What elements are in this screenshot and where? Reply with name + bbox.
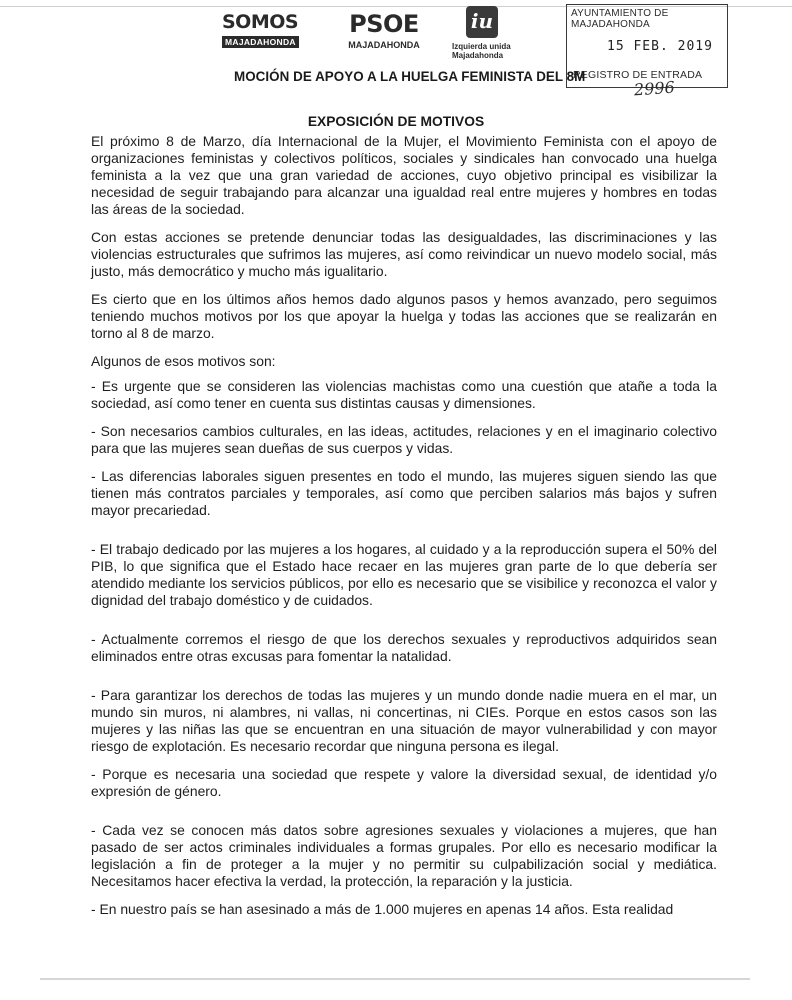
psoe-majadahonda-logo xyxy=(338,10,430,54)
motive-item: - Porque es necesaria una sociedad que respete y valore la diversidad sexual, de identidad y/o expresión de género. xyxy=(91,766,717,799)
motive-item: - Para garantizar los derechos de todas las mujeres y un mundo donde nadie muera en el mar, un mundo sin muros, ni alambres, ni vallas, ni concertinas, ni CIEs. Porque en estos casos son las mujeres y las niñas las que se encuentran en una situación de mayor vulnerabilidad y con mayor riesgo de explotación. Es necesario recordar que ninguna persona es ilegal. xyxy=(91,687,717,754)
stamp-council-name: AYUNTAMIENTO DE MAJADAHONDA xyxy=(571,8,669,30)
iu-logo-sub1: Izquierda unida xyxy=(452,42,511,51)
stamp-date: 15 FEB. 2019 xyxy=(607,39,713,54)
motive-item: - En nuestro país se han asesinado a más de 1.000 mujeres en apenas 14 años. Esta realidad xyxy=(91,901,674,917)
somos-logo-sub: MAJADAHONDA xyxy=(222,36,299,48)
somos-logo-name: SOMOS xyxy=(222,11,299,33)
paragraph: Es cierto que en los últimos años hemos dado algunos pasos y hemos avanzado, pero seguimos teniendo muchos motivos por los que apoyar la huelga y todas las acciones que se realizarán en torno al 8 de marzo. xyxy=(91,291,717,341)
motive-item: - Actualmente corremos el riesgo de que los derechos sexuales y reproductivos adquiridos sean eliminados entre otras excusas para fomentar la natalidad. xyxy=(91,631,717,664)
iu-logo-mark: iu xyxy=(466,6,498,38)
motive-item: - El trabajo dedicado por las mujeres a los hogares, al cuidado y a la reproducción supera el 50% del PIB, lo que significa que el Estado hace recaer en las mujeres gran parte de lo que debería ser atendido mediante los servicios públicos, por ello es necesario que se visibilice y reconozca el valor y dignidad del trabajo doméstico y de cuidados. xyxy=(91,541,717,608)
motives-intro: Algunos de esos motivos son: xyxy=(91,353,276,369)
motion-title: MOCIÓN DE APOYO A LA HUELGA FEMINISTA DEL 8M xyxy=(234,69,586,84)
motive-item: - Las diferencias laborales siguen presentes en todo el mundo, las mujeres siguen siendo las que tienen más contratos parciales y temporales, así como que perciben salarios más bajos y sufren mayor precariedad. xyxy=(91,468,717,518)
page-edge-bottom xyxy=(40,978,750,980)
izquierda-unida-logo xyxy=(452,6,532,68)
stamp-registry-label: REGISTRO DE ENTRADA xyxy=(573,69,703,81)
psoe-logo-sub: MAJADAHONDA xyxy=(348,40,420,50)
paragraph: El próximo 8 de Marzo, día Internacional de la Mujer, el Movimiento Feminista con el apoyo de organizaciones feministas y colectivos políticos, sociales y sindicales han convocado una huelga feminista a la vez que una gran variedad de acciones, cuyo objetivo principal es visibilizar la necesidad de seguir trabajando para alcanzar una igualdad real entre mujeres y hombres en todas las áreas de la sociedad. xyxy=(91,133,717,217)
psoe-logo-name: PSOE xyxy=(349,10,419,38)
motive-item: - Cada vez se conocen más datos sobre agresiones sexuales y violaciones a mujeres, que han pasado de ser actos criminales individuales a formas grupales. Por ello es necesario modificar la legislación a fin de proteger a la mujer y no permitir su culpabilización social y mediática. Necesitamos hacer efectiva la verdad, la protección, la reparación y la justicia. xyxy=(91,822,717,889)
document-body xyxy=(91,133,717,929)
motive-item: - Es urgente que se consideren las violencias machistas como una cuestión que atañe a toda la sociedad, así como tener en cuenta sus distintas causas y dimensiones. xyxy=(91,378,717,411)
motive-item: - Son necesarios cambios culturales, en las ideas, actitudes, relaciones y en el imaginario colectivo para que las mujeres sean dueñas de sus cuerpos y vidas. xyxy=(91,423,717,456)
section-title: EXPOSICIÓN DE MOTIVOS xyxy=(307,114,485,129)
somos-majadahonda-logo xyxy=(222,12,310,54)
paragraph: Con estas acciones se pretende denunciar todas las desigualdades, las discriminaciones y las violencias estructurales que sufrimos las mujeres, así como reivindicar un nuevo modelo social, más justo, más democrático y mucho más igualitario. xyxy=(91,229,717,279)
iu-logo-sub2: Majadahonda xyxy=(452,51,504,60)
stamp-entry-number: 2996 xyxy=(633,77,676,100)
